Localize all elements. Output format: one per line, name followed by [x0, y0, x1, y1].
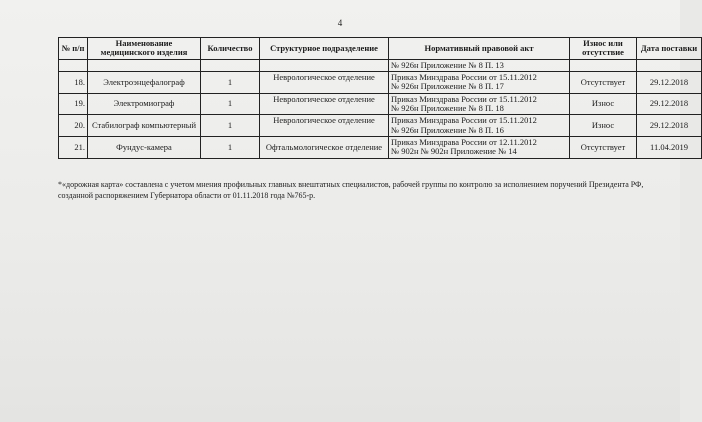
cell-dept	[260, 59, 389, 71]
cell-name	[88, 59, 201, 71]
table-header-row	[59, 38, 702, 60]
cell-date: 11.04.2019	[637, 137, 702, 159]
act-line-1: Приказ Минздрава России от 12.11.2012	[391, 137, 537, 148]
cell-date: 29.12.2018	[637, 93, 702, 115]
cell-date: 29.12.2018	[637, 72, 702, 94]
header-num: № п/п	[59, 38, 88, 60]
cell-act: № 926н Приложение № 8 П. 13	[389, 59, 570, 71]
table-row	[59, 137, 702, 159]
table-row	[59, 72, 702, 94]
cell-num: 20.	[59, 115, 88, 137]
header-act: Нормативный правовой акт	[389, 38, 570, 60]
cell-qty	[201, 59, 260, 71]
cell-wear	[570, 59, 637, 71]
cell-dept: Неврологическое отделение	[260, 115, 389, 137]
header-date: Дата поставки	[637, 38, 702, 60]
act-line-2: № 926н Приложение № 8 П. 16	[391, 124, 504, 135]
act-line-1: Приказ Минздрава России от 15.11.2012	[391, 72, 537, 83]
cell-name: Фундус-камера	[88, 137, 201, 159]
header-dept: Структурное подразделение	[260, 38, 389, 60]
cell-num: 19.	[59, 93, 88, 115]
header-qty: Количество	[201, 38, 260, 60]
cell-act	[389, 93, 570, 115]
act-line-1: Приказ Минздрава России от 15.11.2012	[391, 93, 537, 104]
equipment-table	[58, 37, 702, 159]
cell-act	[389, 137, 570, 159]
cell-dept: Неврологическое отделение	[260, 93, 389, 115]
cell-wear: Отсутствует	[570, 137, 637, 159]
cell-act	[389, 72, 570, 94]
cell-num: 21.	[59, 137, 88, 159]
cell-act	[389, 115, 570, 137]
table-row	[59, 115, 702, 137]
cell-qty: 1	[201, 72, 260, 94]
act-line-2: № 926н Приложение № 8 П. 17	[391, 81, 504, 92]
act-line-1: Приказ Минздрава России от 15.11.2012	[391, 115, 537, 126]
cell-dept: Неврологическое отделение	[260, 72, 389, 94]
act-line-2: № 902н № 902н Приложение № 14	[391, 146, 517, 157]
page-number: 4	[337, 18, 343, 28]
cell-qty: 1	[201, 115, 260, 137]
cell-date	[637, 59, 702, 71]
cell-name: Электроэнцефалограф	[88, 72, 201, 94]
header-wear: Износ или отсутствие	[570, 38, 637, 60]
cell-wear: Износ	[570, 115, 637, 137]
cell-qty: 1	[201, 137, 260, 159]
footnote: *«дорожная карта» составлена с учетом мнения профильных главных внештатных специалистов, рабочей группы по контролю за исполнением поручений Президента РФ, созданной распоряжением Губернатора области от 01.11.2018 года №765-р.	[58, 180, 644, 200]
cell-wear: Отсутствует	[570, 72, 637, 94]
cell-name: Электромиограф	[88, 93, 201, 115]
act-line-2: № 926н Приложение № 8 П. 18	[391, 103, 504, 114]
cell-date: 29.12.2018	[637, 115, 702, 137]
cell-qty: 1	[201, 93, 260, 115]
cell-wear: Износ	[570, 93, 637, 115]
cell-dept: Офтальмологическое отделение	[260, 137, 389, 159]
cell-num	[59, 59, 88, 71]
table-row-continuation	[59, 59, 702, 71]
table-row	[59, 93, 702, 115]
cell-name: Стабилограф компьютерный	[88, 115, 201, 137]
header-name: Наименование медицинского изделия	[88, 38, 201, 60]
cell-num: 18.	[59, 72, 88, 94]
